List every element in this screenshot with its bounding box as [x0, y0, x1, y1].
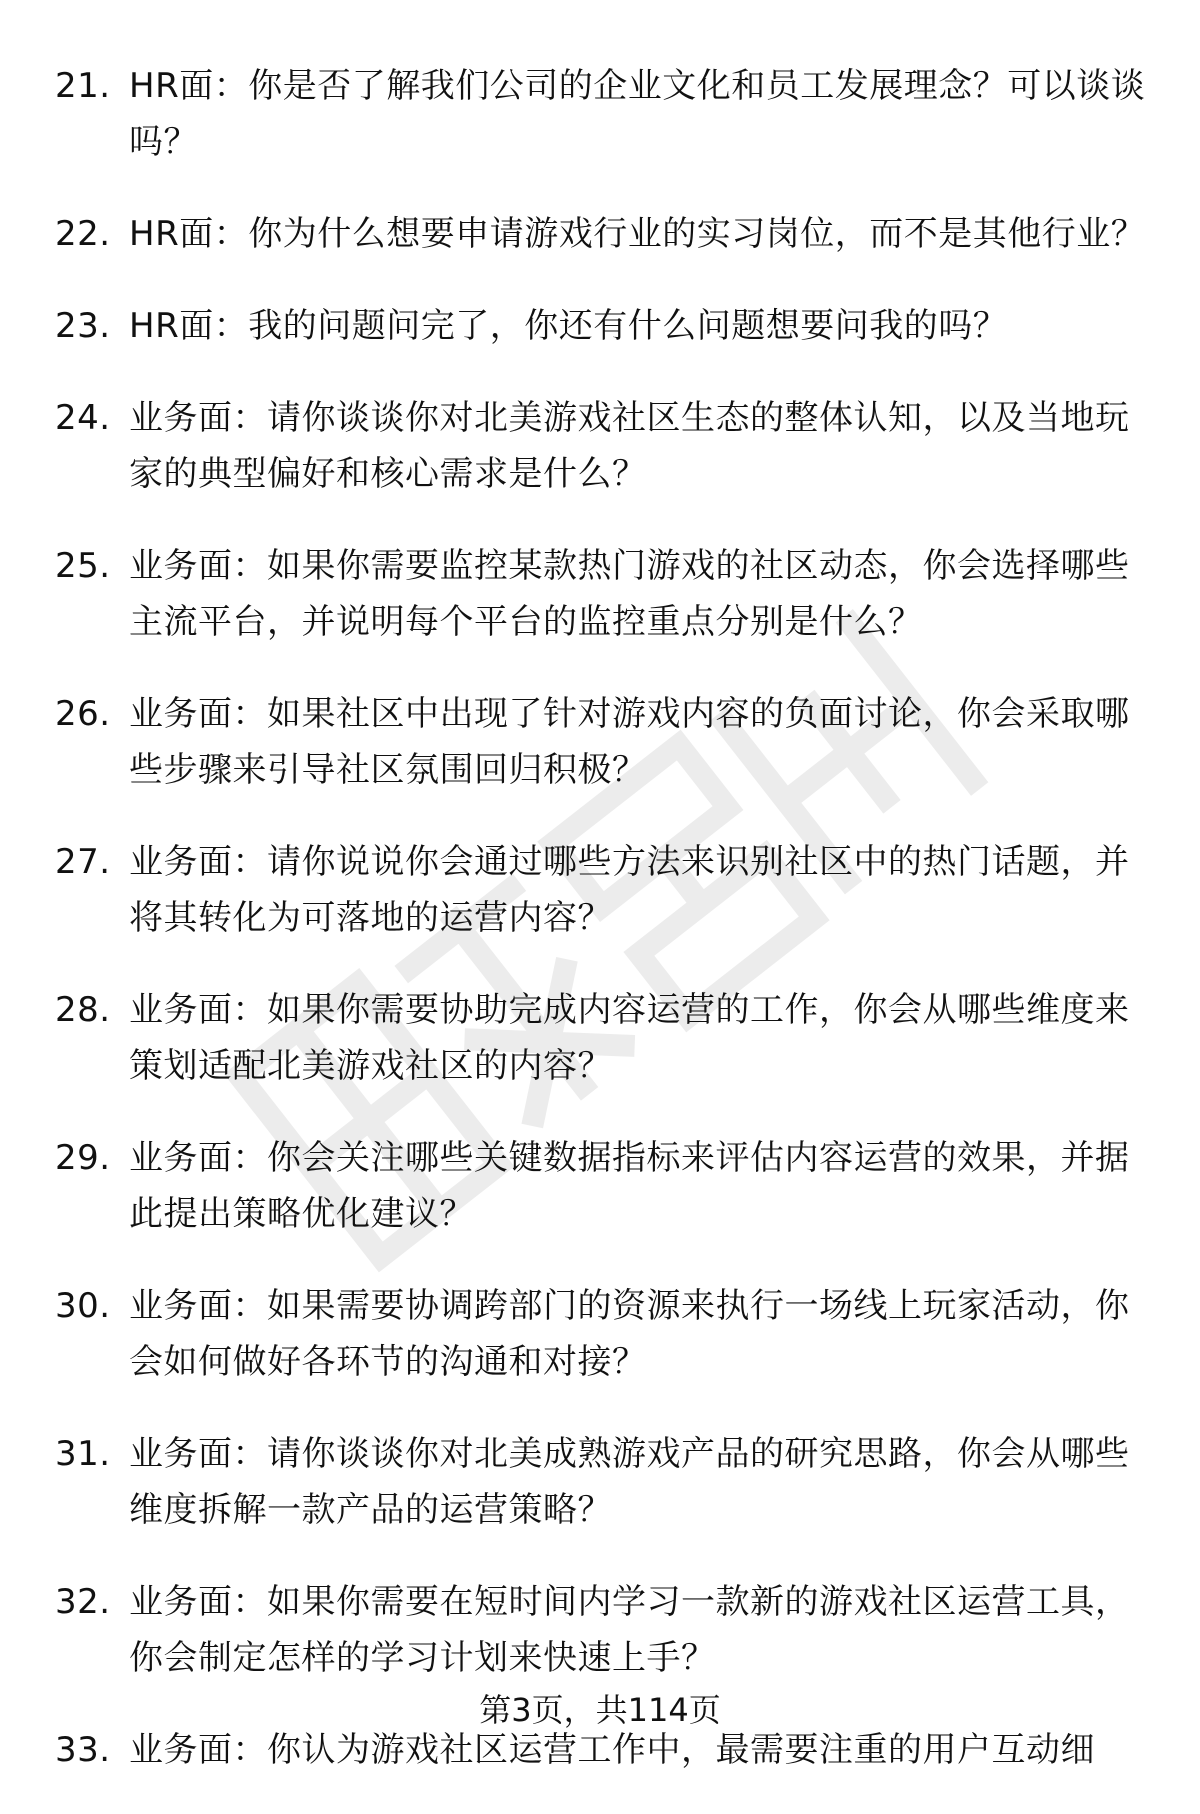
list-item	[55, 834, 1155, 946]
question-number: 26.	[55, 694, 111, 734]
question-text: HR面：你为什么想要申请游戏行业的实习岗位，而不是其他行业？	[129, 214, 1146, 254]
question-number: 27.	[55, 842, 111, 882]
question-text: 业务面：如果社区中出现了针对游戏内容的负面讨论，你会采取哪些步骤来引导社区氛围回归积极？	[129, 694, 1130, 790]
list-item	[55, 206, 1155, 262]
question-text: 业务面：你会关注哪些关键数据指标来评估内容运营的效果，并据此提出策略优化建议？	[129, 1138, 1130, 1234]
question-text: 业务面：你认为游戏社区运营工作中，最需要注重的用户互动细	[129, 1730, 1095, 1770]
list-item	[55, 982, 1155, 1094]
question-text: HR面：你是否了解我们公司的企业文化和员工发展理念？可以谈谈吗？	[129, 66, 1146, 162]
question-number: 29.	[55, 1138, 111, 1178]
question-number: 25.	[55, 546, 111, 586]
list-item	[55, 390, 1155, 502]
question-text: 业务面：如果你需要监控某款热门游戏的社区动态，你会选择哪些主流平台，并说明每个平台的监控重点分别是什么？	[129, 546, 1130, 642]
question-list	[55, 58, 1155, 1814]
list-item	[55, 538, 1155, 650]
list-item	[55, 1130, 1155, 1242]
list-item	[55, 1574, 1155, 1686]
question-number: 21.	[55, 66, 111, 106]
question-text: 业务面：请你谈谈你对北美游戏社区生态的整体认知，以及当地玩家的典型偏好和核心需求是什么？	[129, 398, 1130, 494]
question-number: 24.	[55, 398, 111, 438]
question-number: 22.	[55, 214, 111, 254]
question-number: 30.	[55, 1286, 111, 1326]
question-number: 31.	[55, 1434, 111, 1474]
question-number: 23.	[55, 306, 111, 346]
list-item	[55, 686, 1155, 798]
question-text: 业务面：请你说说你会通过哪些方法来识别社区中的热门话题，并将其转化为可落地的运营内容？	[129, 842, 1130, 938]
question-text: 业务面：如果需要协调跨部门的资源来执行一场线上玩家活动，你会如何做好各环节的沟通和对接？	[129, 1286, 1130, 1382]
list-item	[55, 298, 1155, 354]
list-item	[55, 1426, 1155, 1538]
question-text: HR面：我的问题问完了，你还有什么问题想要问我的吗？	[129, 306, 1008, 346]
page-number-footer: 第3页，共114页	[479, 1691, 721, 1729]
question-number: 33.	[55, 1730, 111, 1770]
list-item	[55, 58, 1155, 170]
question-number: 28.	[55, 990, 111, 1030]
question-number: 32.	[55, 1582, 111, 1622]
question-text: 业务面：如果你需要协助完成内容运营的工作，你会从哪些维度来策划适配北美游戏社区的内容？	[129, 990, 1130, 1086]
question-text: 业务面：请你谈谈你对北美成熟游戏产品的研究思路，你会从哪些维度拆解一款产品的运营策略？	[129, 1434, 1130, 1530]
list-item	[55, 1278, 1155, 1390]
question-text: 业务面：如果你需要在短时间内学习一款新的游戏社区运营工具，你会制定怎样的学习计划来快速上手？	[129, 1582, 1130, 1678]
